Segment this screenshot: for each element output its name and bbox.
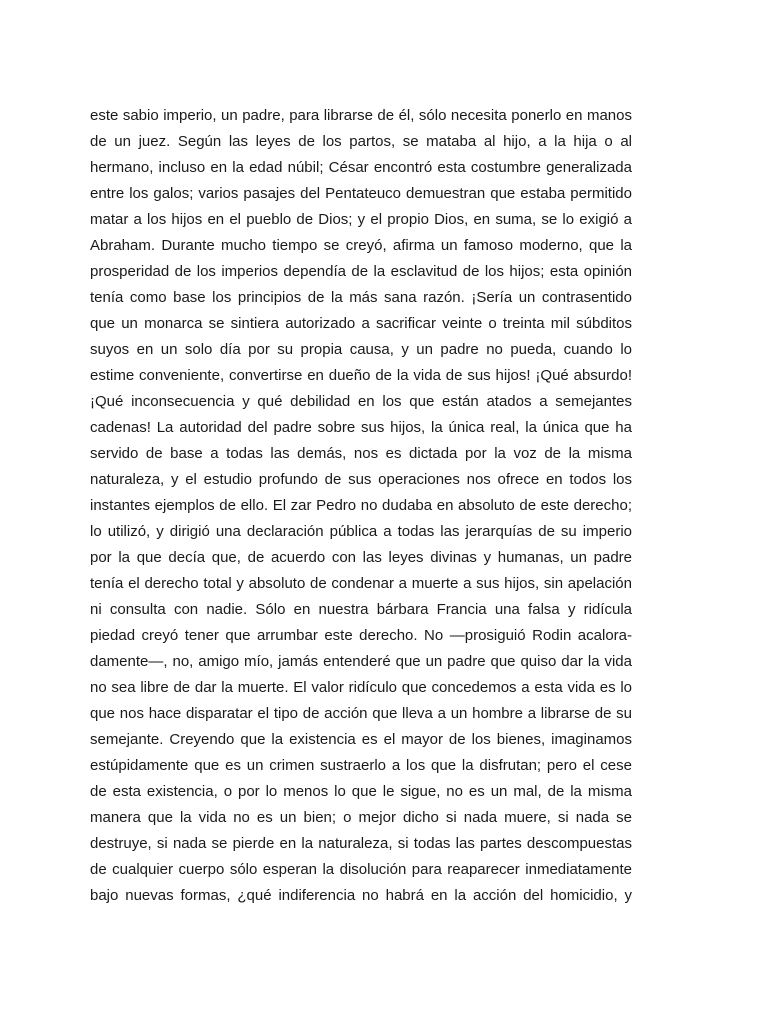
text-line: naturaleza, y el estudio profundo de sus operaciones nos ofrece en todos los xyxy=(90,471,632,488)
text-line: servido de base a todas las demás, nos es dictada por la voz de la misma xyxy=(90,445,632,462)
text-line: suyos en un solo día por su propia causa, y un padre no pueda, cuando lo xyxy=(90,341,632,358)
text-line: ni consulta con nadie. Sólo en nuestra bárbara Francia una falsa y ridícula xyxy=(90,601,632,618)
text-line: no sea libre de dar la muerte. El valor ridículo que concedemos a esta vida es lo xyxy=(90,679,632,696)
text-line: estime conveniente, convertirse en dueño de la vida de sus hijos! ¡Qué absurdo! xyxy=(90,367,632,384)
text-line: que nos hace disparatar el tipo de acción que lleva a un hombre a librarse de su xyxy=(90,705,632,722)
text-line: hermano, incluso en la edad núbil; César encontró esta costumbre generalizada xyxy=(90,159,632,176)
text-line: damente—, no, amigo mío, jamás entenderé que un padre que quiso dar la vida xyxy=(90,653,632,670)
text-line: entre los galos; varios pasajes del Pentateuco demuestran que estaba permitido xyxy=(90,185,632,202)
text-line: tenía el derecho total y absoluto de condenar a muerte a sus hijos, sin apelación xyxy=(90,575,632,592)
text-line: de esta existencia, o por lo menos lo que le sigue, no es un mal, de la misma xyxy=(90,783,632,800)
body-text xyxy=(90,103,632,909)
text-line: lo utilizó, y dirigió una declaración pública a todas las jerarquías de su imperio xyxy=(90,523,632,540)
text-line: Abraham. Durante mucho tiempo se creyó, afirma un famoso moderno, que la xyxy=(90,237,632,254)
text-line: destruye, si nada se pierde en la naturaleza, si todas las partes descompuestas xyxy=(90,835,632,852)
text-line: ¡Qué inconsecuencia y qué debilidad en los que están atados a semejantes xyxy=(90,393,632,410)
text-line: cadenas! La autoridad del padre sobre sus hijos, la única real, la única que ha xyxy=(90,419,632,436)
text-line: semejante. Creyendo que la existencia es el mayor de los bienes, imaginamos xyxy=(90,731,632,748)
text-line: de un juez. Según las leyes de los partos, se mataba al hijo, a la hija o al xyxy=(90,133,632,150)
text-line: prosperidad de los imperios dependía de la esclavitud de los hijos; esta opinión xyxy=(90,263,632,280)
text-line: tenía como base los principios de la más sana razón. ¡Sería un contrasentido xyxy=(90,289,632,306)
text-line: este sabio imperio, un padre, para librarse de él, sólo necesita ponerlo en manos xyxy=(90,107,632,124)
text-line: bajo nuevas formas, ¿qué indiferencia no habrá en la acción del homicidio, y xyxy=(90,887,632,904)
text-line: de cualquier cuerpo sólo esperan la disolución para reaparecer inmediatamente xyxy=(90,861,632,878)
text-line: piedad creyó tener que arrumbar este derecho. No —prosiguió Rodin acalora- xyxy=(90,627,632,644)
text-line: por la que decía que, de acuerdo con las leyes divinas y humanas, un padre xyxy=(90,549,632,566)
text-line: matar a los hijos en el pueblo de Dios; y el propio Dios, en suma, se lo exigió a xyxy=(90,211,632,228)
text-line: manera que la vida no es un bien; o mejor dicho si nada muere, si nada se xyxy=(90,809,632,826)
text-line: instantes ejemplos de ello. El zar Pedro no dudaba en absoluto de este derecho; xyxy=(90,497,632,514)
text-line: estúpidamente que es un crimen sustraerlo a los que la disfrutan; pero el cese xyxy=(90,757,632,774)
text-line: que un monarca se sintiera autorizado a sacrificar veinte o treinta mil súbditos xyxy=(90,315,632,332)
